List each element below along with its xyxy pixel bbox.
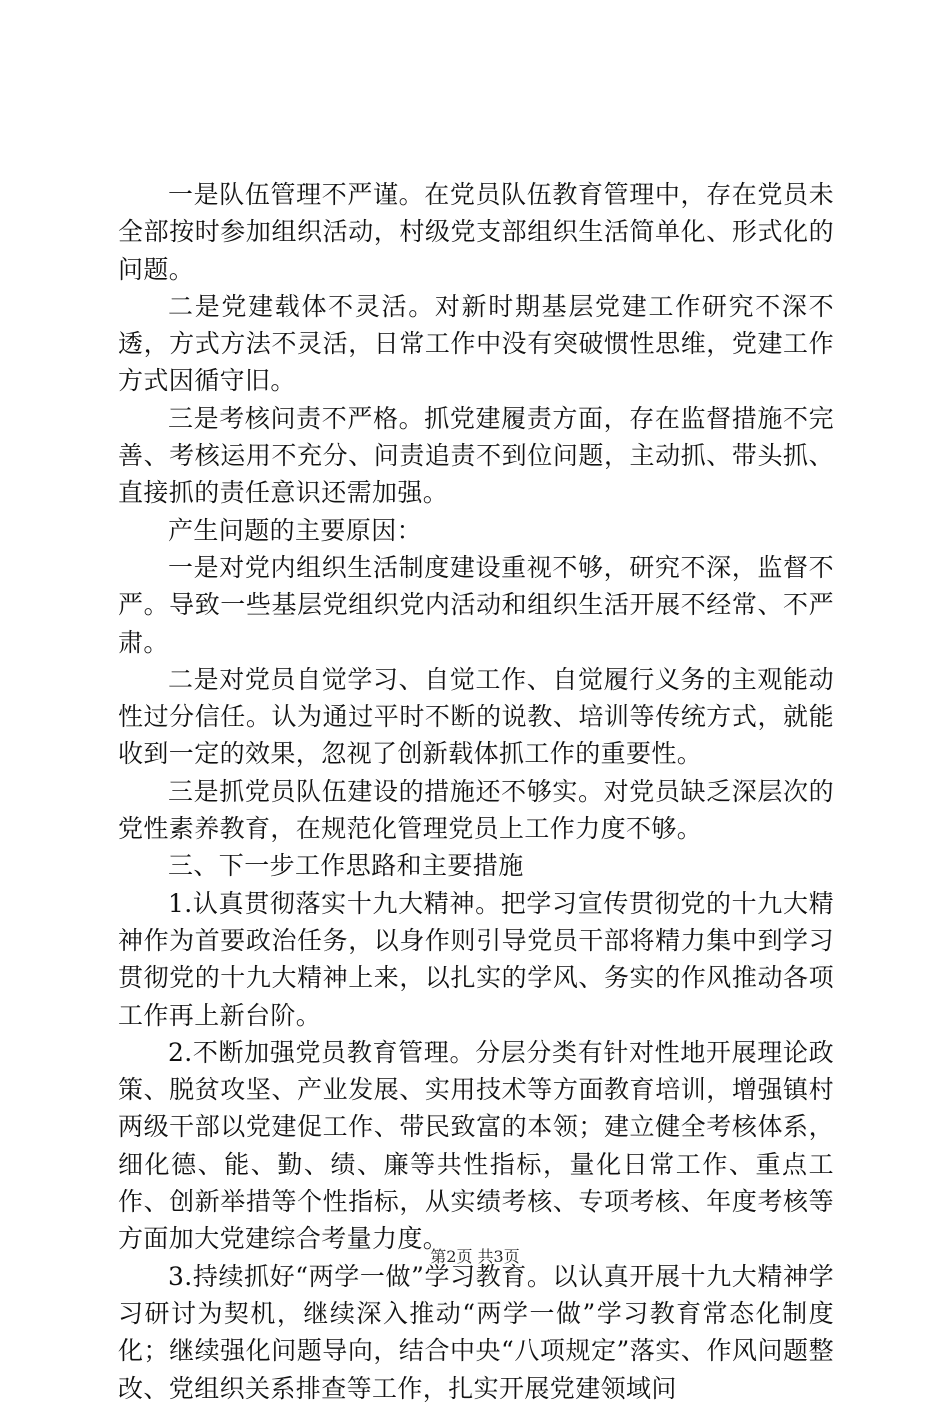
document-body (118, 176, 834, 1407)
paragraph: 2.不断加强党员教育管理。分层分类有针对性地开展理论政策、脱贫攻坚、产业发展、实用技术等方面教育培训，增强镇村两级干部以党建促工作、带民致富的本领；建立健全考核体系，细化德、能、勤、绩、廉等共性指标，量化日常工作、重点工作、创新举措等个性指标，从实绩考核、专项考核、年度考核等方面加大党建综合考量力度。 (118, 1037, 834, 1254)
page-number-footer: 第2页 共3页 (430, 1247, 520, 1266)
paragraph: 一是对党内组织生活制度建设重视不够，研究不深，监督不严。导致一些基层党组织党内活动和组织生活开展不经常、不严肃。 (118, 552, 834, 657)
paragraph: 二是党建载体不灵活。对新时期基层党建工作研究不深不透，方式方法不灵活，日常工作中没有突破惯性思维，党建工作方式因循守旧。 (118, 291, 834, 396)
paragraph: 1.认真贯彻落实十九大精神。把学习宣传贯彻党的十九大精神作为首要政治任务，以身作则引导党员干部将精力集中到学习贯彻党的十九大精神上来，以扎实的学风、务实的作风推动各项工作再上新台阶。 (118, 888, 834, 1030)
paragraph: 产生问题的主要原因： (168, 515, 423, 545)
paragraph: 三是考核问责不严格。抓党建履责方面，存在监督措施不完善、考核运用不充分、问责追责不到位问题，主动抓、带头抓、直接抓的责任意识还需加强。 (118, 403, 834, 508)
paragraph: 3.持续抓好“两学一做”学习教育。以认真开展十九大精神学习研讨为契机，继续深入推动“两学一做”学习教育常态化制度化；继续强化问题导向，结合中央“八项规定”落实、作风问题整改、党组织关系排查等工作，扎实开展党建领域问 (118, 1261, 834, 1403)
paragraph: 一是队伍管理不严谨。在党员队伍教育管理中，存在党员未全部按时参加组织活动，村级党支部组织生活简单化、形式化的问题。 (118, 180, 834, 284)
paragraph: 二是对党员自觉学习、自觉工作、自觉履行义务的主观能动性过分信任。认为通过平时不断的说教、培训等传统方式，就能收到一定的效果，忽视了创新载体抓工作的重要性。 (118, 664, 834, 769)
section-heading: 三、下一步工作思路和主要措施 (168, 851, 524, 881)
paragraph: 三是抓党员队伍建设的措施还不够实。对党员缺乏深层次的党性素养教育，在规范化管理党员上工作力度不够。 (118, 776, 834, 844)
